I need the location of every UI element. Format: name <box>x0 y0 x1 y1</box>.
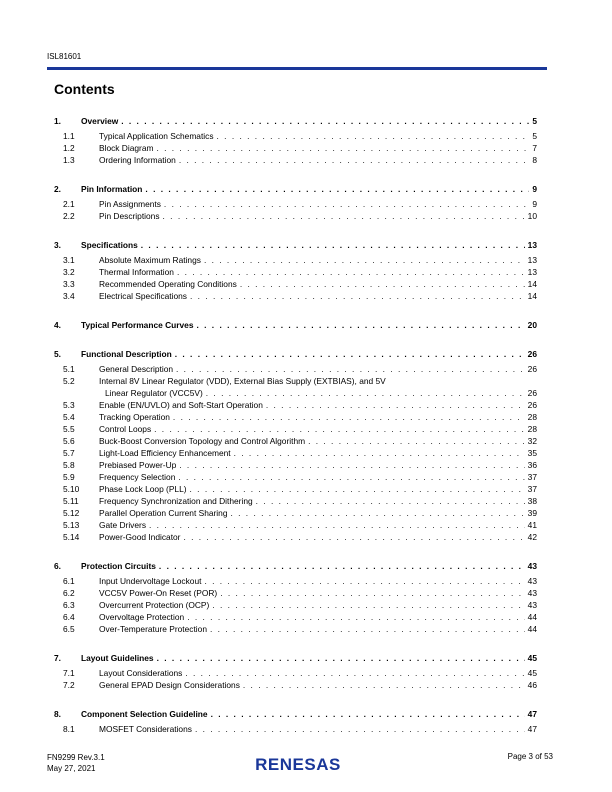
toc-leader <box>206 387 525 399</box>
toc-subsection[interactable] <box>54 623 537 635</box>
toc-subsection[interactable] <box>54 447 537 459</box>
toc-subsection-title: Internal 8V Linear Regulator (VDD), External Bias Supply (EXTBIAS), and 5V <box>99 376 386 386</box>
footer-date: May 27, 2021 <box>47 764 96 773</box>
toc-subsection[interactable] <box>54 130 537 142</box>
toc-subsection-page: 39 <box>527 508 537 518</box>
toc-leader <box>256 495 525 507</box>
toc-subsection[interactable] <box>54 435 537 447</box>
toc-section-title: Overview <box>81 116 119 126</box>
toc-subsection-title: Enable (EN/UVLO) and Soft-Start Operation <box>99 400 263 410</box>
toc-section-page: 26 <box>527 349 537 359</box>
toc-subsection-title: Frequency Synchronization and Dithering <box>99 496 253 506</box>
toc-subsection-page: 8 <box>532 155 537 165</box>
toc-section-title: Pin Information <box>81 184 143 194</box>
toc-leader <box>240 278 525 290</box>
toc-subsection-title-continued: Linear Regulator (VCC5V) <box>105 388 203 398</box>
toc-subsection-title: Power-Good Indicator <box>99 532 181 542</box>
toc-subsection[interactable] <box>54 266 537 278</box>
toc-leader <box>145 183 529 195</box>
toc-leader <box>195 723 525 735</box>
toc-leader <box>220 587 524 599</box>
toc-section-page: 20 <box>527 320 537 330</box>
toc-section-2[interactable] <box>54 183 537 195</box>
toc-section-title: Specifications <box>81 240 138 250</box>
table-of-contents <box>54 115 537 735</box>
toc-section-number: 2. <box>54 184 61 194</box>
renesas-logo <box>248 755 348 773</box>
toc-leader <box>266 399 525 411</box>
toc-subsection-title: Typical Application Schematics <box>99 131 214 141</box>
toc-subsection-title: Electrical Specifications <box>99 291 187 301</box>
toc-subsection[interactable] <box>54 278 537 290</box>
toc-section-title: Protection Circuits <box>81 561 156 571</box>
toc-leader <box>185 667 524 679</box>
toc-leader <box>183 531 524 543</box>
toc-subsection[interactable] <box>54 411 537 423</box>
toc-subsection-title: Overcurrent Protection (OCP) <box>99 600 210 610</box>
toc-subsection-title: Phase Lock Loop (PLL) <box>99 484 187 494</box>
toc-subsection-page: 43 <box>527 576 537 586</box>
toc-subsection-number: 5.4 <box>63 412 75 422</box>
toc-subsection-page: 38 <box>527 496 537 506</box>
toc-subsection[interactable] <box>54 459 537 471</box>
toc-subsection-number: 8.1 <box>63 724 75 734</box>
toc-section-title: Component Selection Guideline <box>81 709 208 719</box>
toc-subsection-page: 14 <box>527 291 537 301</box>
toc-subsection[interactable] <box>54 290 537 302</box>
toc-subsection-page: 28 <box>527 424 537 434</box>
toc-subsection-page: 26 <box>527 364 537 374</box>
toc-subsection[interactable] <box>54 363 537 375</box>
toc-subsection-number: 5.5 <box>63 424 75 434</box>
toc-subsection-title: Tracking Operation <box>99 412 170 422</box>
toc-leader <box>178 471 524 483</box>
toc-section-title: Functional Description <box>81 349 172 359</box>
toc-leader <box>164 198 529 210</box>
toc-section-page: 43 <box>527 561 537 571</box>
toc-subsection-title: Gate Drivers <box>99 520 147 530</box>
toc-subsection-page: 26 <box>527 388 537 398</box>
toc-subsection-page: 42 <box>527 532 537 542</box>
toc-subsection-title: Pin Descriptions <box>99 211 160 221</box>
toc-subsection-title: General EPAD Design Considerations <box>99 680 240 690</box>
toc-subsection[interactable] <box>54 254 537 266</box>
toc-subsection-page: 14 <box>527 279 537 289</box>
toc-section-number: 7. <box>54 653 61 663</box>
header-rule <box>47 67 547 70</box>
toc-section-number: 6. <box>54 561 61 571</box>
toc-subsection[interactable] <box>54 507 537 519</box>
toc-section-3[interactable] <box>54 239 537 251</box>
toc-subsection-number: 6.5 <box>63 624 75 634</box>
toc-leader <box>176 363 525 375</box>
toc-subsection-title: Prebiased Power-Up <box>99 460 177 470</box>
toc-leader <box>179 459 524 471</box>
toc-leader <box>179 154 530 166</box>
toc-subsection-number: 7.1 <box>63 668 75 678</box>
toc-subsection-page: 28 <box>527 412 537 422</box>
toc-subsection[interactable] <box>54 423 537 435</box>
toc-section-title: Layout Guidelines <box>81 653 154 663</box>
toc-section-6[interactable] <box>54 560 537 572</box>
toc-leader <box>159 560 525 572</box>
toc-leader <box>308 435 525 447</box>
toc-leader <box>230 507 524 519</box>
page-title: Contents <box>54 81 115 97</box>
toc-subsection-number: 5.14 <box>63 532 80 542</box>
toc-subsection-number: 5.12 <box>63 508 80 518</box>
toc-leader <box>163 210 525 222</box>
toc-subsection-page: 37 <box>527 484 537 494</box>
toc-subsection-page: 10 <box>527 211 537 221</box>
toc-leader <box>190 290 525 302</box>
toc-leader <box>210 623 525 635</box>
toc-subsection-title: Layout Considerations <box>99 668 183 678</box>
toc-subsection-title: Ordering Information <box>99 155 176 165</box>
toc-leader <box>190 483 525 495</box>
toc-subsection-page: 46 <box>527 680 537 690</box>
toc-subsection-number: 5.2 <box>63 376 75 386</box>
toc-subsection[interactable] <box>54 483 537 495</box>
toc-subsection-page: 13 <box>527 267 537 277</box>
toc-leader <box>187 611 524 623</box>
toc-subsection[interactable] <box>54 531 537 543</box>
toc-subsection-number: 3.3 <box>63 279 75 289</box>
toc-subsection[interactable] <box>54 679 537 691</box>
toc-subsection-number: 3.1 <box>63 255 75 265</box>
toc-section-number: 5. <box>54 349 61 359</box>
toc-subsection-title: Parallel Operation Current Sharing <box>99 508 228 518</box>
footer-doc-rev: FN9299 Rev.3.1 <box>47 753 105 762</box>
toc-subsection[interactable] <box>54 471 537 483</box>
toc-section-page: 47 <box>527 709 537 719</box>
toc-subsection-title: Control Loops <box>99 424 152 434</box>
toc-subsection-number: 2.2 <box>63 211 75 221</box>
toc-leader <box>154 423 525 435</box>
toc-subsection-title: General Description <box>99 364 174 374</box>
toc-subsection[interactable] <box>54 154 537 166</box>
toc-subsection-number: 2.1 <box>63 199 75 209</box>
toc-leader <box>197 319 525 331</box>
toc-subsection[interactable] <box>54 599 537 611</box>
toc-leader <box>234 447 525 459</box>
toc-subsection-number: 6.2 <box>63 588 75 598</box>
toc-subsection-title: Frequency Selection <box>99 472 176 482</box>
toc-subsection-number: 5.11 <box>63 496 79 506</box>
toc-subsection-page: 13 <box>527 255 537 265</box>
toc-subsection-number: 5.9 <box>63 472 75 482</box>
toc-leader <box>204 575 524 587</box>
toc-leader <box>177 266 525 278</box>
toc-subsection-page: 45 <box>527 668 537 678</box>
toc-section-number: 3. <box>54 240 61 250</box>
toc-subsection[interactable] <box>54 495 537 507</box>
toc-subsection-number: 5.13 <box>63 520 80 530</box>
toc-section-7[interactable] <box>54 652 537 664</box>
toc-section-page: 45 <box>527 653 537 663</box>
toc-subsection-number: 3.2 <box>63 267 75 277</box>
toc-subsection-number: 6.1 <box>63 576 75 586</box>
toc-subsection-title: Thermal Information <box>99 267 174 277</box>
footer-page-number: Page 3 of 53 <box>507 752 553 761</box>
toc-subsection-number: 5.10 <box>63 484 80 494</box>
toc-subsection-number: 3.4 <box>63 291 75 301</box>
toc-subsection-number: 5.3 <box>63 400 75 410</box>
svg-text:RENESAS: RENESAS <box>255 755 341 773</box>
toc-subsection-number: 5.7 <box>63 448 75 458</box>
toc-subsection-page: 7 <box>532 143 537 153</box>
toc-leader <box>204 254 525 266</box>
toc-subsection-title: Input Undervoltage Lockout <box>99 576 202 586</box>
toc-subsection-page: 37 <box>527 472 537 482</box>
toc-leader <box>156 142 529 154</box>
toc-subsection[interactable] <box>54 667 537 679</box>
toc-subsection-page: 44 <box>527 624 537 634</box>
toc-leader <box>141 239 525 251</box>
toc-subsection-title: VCC5V Power-On Reset (POR) <box>99 588 218 598</box>
toc-leader <box>149 519 525 531</box>
toc-section-page: 5 <box>532 116 537 126</box>
toc-leader <box>173 411 525 423</box>
toc-leader <box>175 348 525 360</box>
toc-section-number: 1. <box>54 116 61 126</box>
toc-leader <box>243 679 525 691</box>
toc-subsection[interactable] <box>54 142 537 154</box>
toc-subsection-page: 43 <box>527 588 537 598</box>
toc-subsection-page: 9 <box>532 199 537 209</box>
toc-subsection[interactable] <box>54 375 537 387</box>
toc-subsection-page: 47 <box>527 724 537 734</box>
toc-subsection-number: 1.2 <box>63 143 75 153</box>
toc-subsection-number: 5.6 <box>63 436 75 446</box>
toc-subsection-number: 6.3 <box>63 600 75 610</box>
toc-subsection[interactable] <box>54 198 537 210</box>
toc-subsection-page: 36 <box>527 460 537 470</box>
toc-subsection[interactable] <box>54 519 537 531</box>
toc-subsection-title: Recommended Operating Conditions <box>99 279 237 289</box>
toc-subsection[interactable] <box>54 723 537 735</box>
toc-section-1[interactable] <box>54 115 537 127</box>
toc-subsection-title: MOSFET Considerations <box>99 724 192 734</box>
toc-subsection-page: 44 <box>527 612 537 622</box>
toc-subsection-page: 32 <box>527 436 537 446</box>
toc-subsection[interactable] <box>54 611 537 623</box>
toc-section-4[interactable] <box>54 319 537 331</box>
toc-subsection-title: Pin Assignments <box>99 199 161 209</box>
toc-subsection-number: 6.4 <box>63 612 75 622</box>
toc-subsection-title: Buck-Boost Conversion Topology and Control Algorithm <box>99 436 306 446</box>
toc-section-number: 8. <box>54 709 61 719</box>
toc-subsection-page: 5 <box>532 131 537 141</box>
toc-subsection-title: Light-Load Efficiency Enhancement <box>99 448 231 458</box>
toc-subsection-title: Absolute Maximum Ratings <box>99 255 201 265</box>
toc-subsection-page: 41 <box>527 520 537 530</box>
toc-subsection-title: Overvoltage Protection <box>99 612 185 622</box>
toc-subsection[interactable] <box>54 587 537 599</box>
toc-subsection-title: Block Diagram <box>99 143 154 153</box>
toc-subsection[interactable] <box>54 210 537 222</box>
toc-subsection-number: 5.8 <box>63 460 75 470</box>
toc-subsection[interactable] <box>54 575 537 587</box>
toc-leader <box>157 652 525 664</box>
toc-subsection[interactable] <box>54 399 537 411</box>
toc-subsection-number: 7.2 <box>63 680 75 690</box>
toc-subsection-number: 5.1 <box>63 364 75 374</box>
toc-leader <box>121 115 529 127</box>
header-doc-id: ISL81601 <box>47 52 82 61</box>
toc-subsection-page: 26 <box>527 400 537 410</box>
toc-leader <box>212 599 524 611</box>
footer-left <box>47 752 105 774</box>
toc-leader <box>217 130 530 142</box>
toc-section-5[interactable] <box>54 348 537 360</box>
toc-subsection-page: 35 <box>527 448 537 458</box>
toc-section-page: 13 <box>527 240 537 250</box>
toc-leader <box>211 708 525 720</box>
toc-section-page: 9 <box>532 184 537 194</box>
toc-subsection-number: 1.3 <box>63 155 75 165</box>
toc-section-number: 4. <box>54 320 61 330</box>
toc-subsection-page: 43 <box>527 600 537 610</box>
toc-subsection-continued[interactable] <box>54 387 537 399</box>
toc-section-title: Typical Performance Curves <box>81 320 194 330</box>
toc-section-8[interactable] <box>54 708 537 720</box>
toc-subsection-title: Over-Temperature Protection <box>99 624 207 634</box>
toc-subsection-number: 1.1 <box>63 131 75 141</box>
